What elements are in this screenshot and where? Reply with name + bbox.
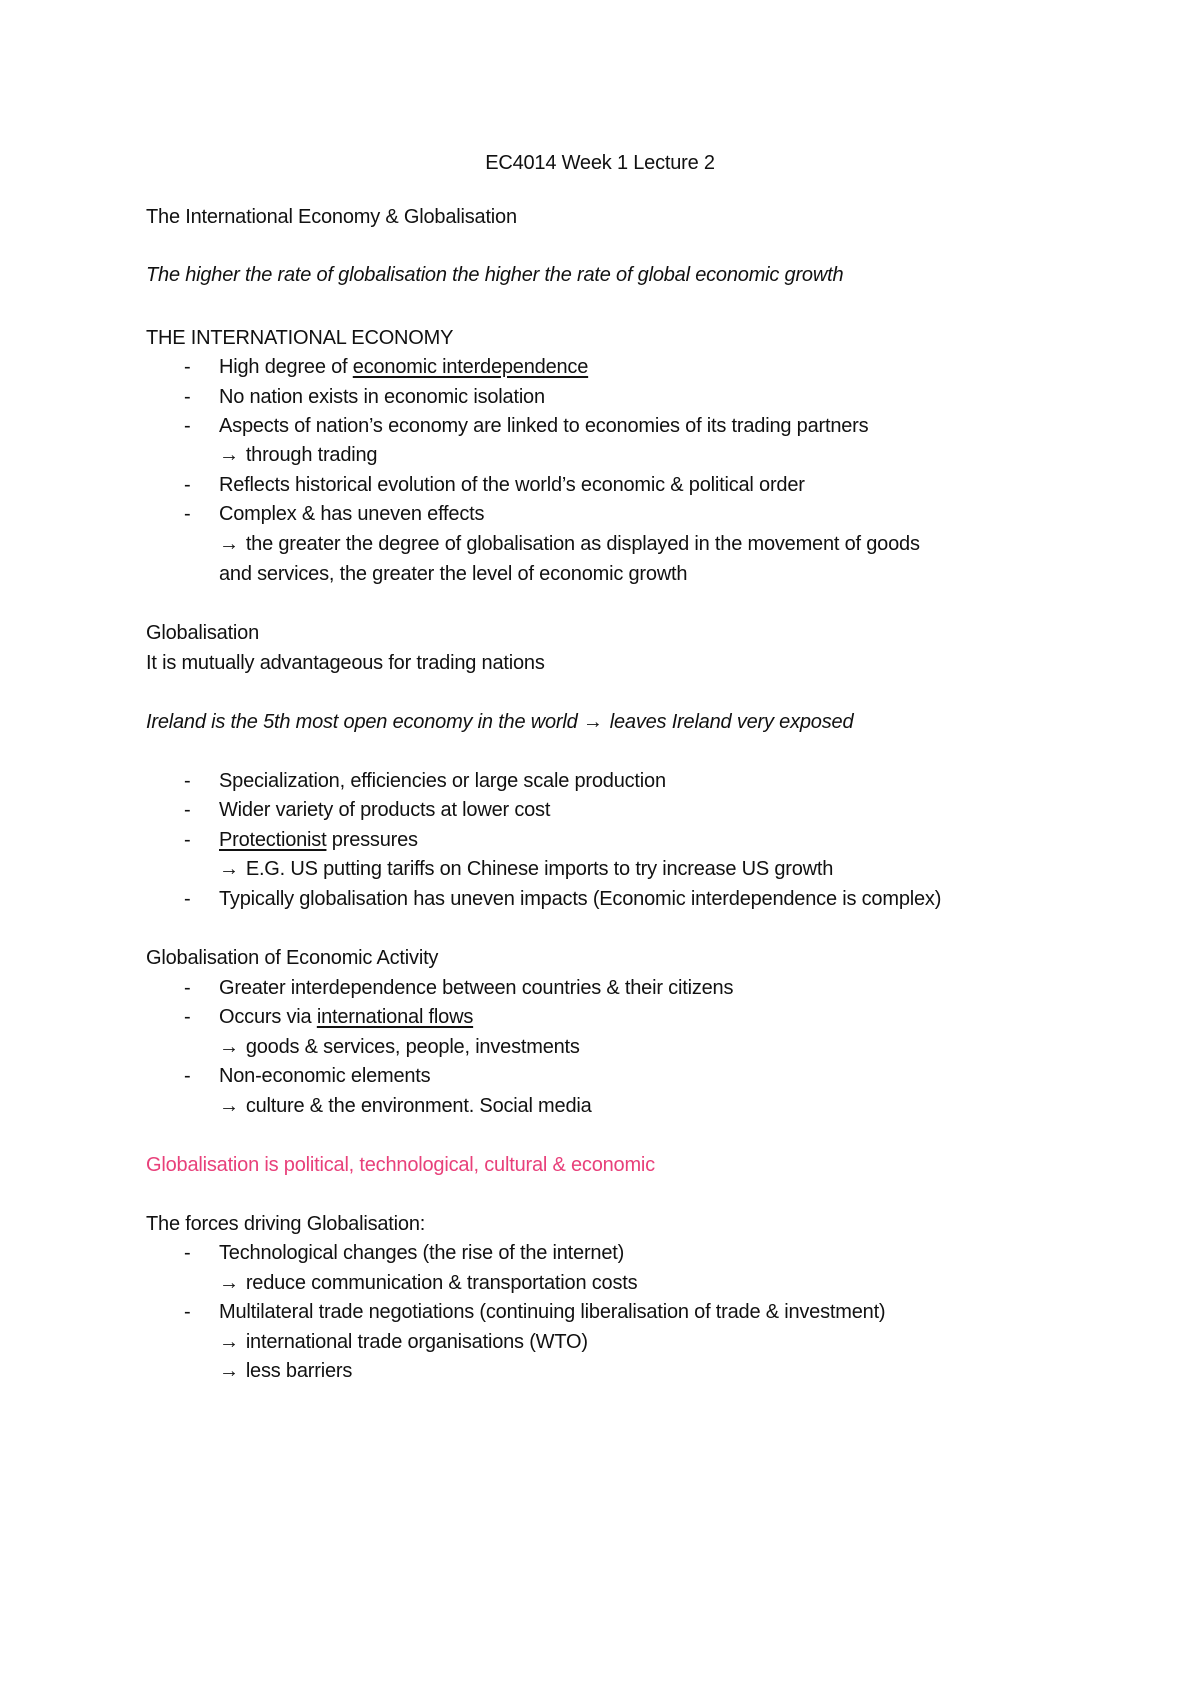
bullet-dash: - [184,474,191,496]
sub-point [219,1093,592,1119]
arrow-icon: → [219,1331,239,1353]
bullet-dash: - [184,503,191,525]
arrow-icon: → [219,1272,239,1294]
underlined-term: economic interdependence [352,356,589,378]
bullet-text: Complex & has uneven effects [219,503,485,525]
bullet-dash: - [184,1301,191,1323]
bullet-text: Occurs via [219,1006,317,1028]
document-subtitle: The International Economy & Globalisation [146,206,517,228]
arrow-icon: → [219,533,239,555]
arrow-icon: → [219,1360,239,1382]
bullet-text: Non-economic elements [219,1065,431,1087]
bullet-text: No nation exists in economic isolation [219,386,545,408]
sub-point-text: goods & services, people, investments [245,1036,580,1058]
sub-point-text: international trade organisations (WTO) [245,1331,588,1353]
sub-point-text: less barriers [245,1360,353,1382]
sub-point-text: the greater the degree of globalisation as displayed in the movement of goods [245,533,920,555]
bullet-text: Specialization, efficiencies or large scale production [219,770,666,792]
bullet-dash: - [184,1242,191,1264]
bullet-dash: - [184,799,191,821]
bullet-text: Technological changes (the rise of the internet) [219,1242,625,1264]
bullet-dash: - [184,770,191,792]
section-heading-forces: The forces driving Globalisation: [146,1213,426,1235]
bullet-dash: - [184,356,191,378]
sub-point-text: culture & the environment. Social media [245,1095,592,1117]
arrow-icon: → [582,711,603,733]
arrow-icon: → [219,1036,239,1058]
bullet-text: Typically globalisation has uneven impacts (Economic interdependence is complex) [219,888,942,910]
sub-point [219,1358,352,1384]
bullet-text: Aspects of nation’s economy are linked to economies of its trading partners [219,415,869,437]
underlined-term: Protectionist [219,829,327,851]
bullet-text: High degree of [219,356,353,378]
sub-point [219,1329,588,1355]
arrow-icon: → [219,858,239,880]
bullet-text: Reflects historical evolution of the world’s economic & political order [219,474,805,496]
bullet-dash: - [184,1006,191,1028]
paragraph: It is mutually advantageous for trading nations [146,652,545,674]
bullet-text: Wider variety of products at lower cost [219,799,551,821]
thesis-statement: The higher the rate of globalisation the higher the rate of global economic growth [146,264,844,286]
sub-point-text: through trading [245,444,378,466]
sub-point [219,1270,637,1296]
section-heading-economic-activity: Globalisation of Economic Activity [146,947,439,969]
bullet-text: pressures [326,829,418,851]
sub-point [219,1034,580,1060]
bullet-dash: - [184,1065,191,1087]
sub-point [219,531,920,557]
bullet-text: Multilateral trade negotiations (continuing liberalisation of trade & investment) [219,1301,886,1323]
sub-point-text: E.G. US putting tariffs on Chinese imports to try increase US growth [245,858,834,880]
section-heading-globalisation: Globalisation [146,622,260,644]
bullet-dash: - [184,415,191,437]
ireland-statement [146,709,853,735]
highlight-statement: Globalisation is political, technological, cultural & economic [146,1154,655,1176]
statement-text: Ireland is the 5th most open economy in the world [146,711,583,733]
bullet-dash: - [184,888,191,910]
bullet-dash: - [184,829,191,851]
underlined-term: international flows [316,1006,474,1028]
sub-point-text: reduce communication & transportation costs [245,1272,638,1294]
arrow-icon: → [219,444,239,466]
bullet-text: Greater interdependence between countries & their citizens [219,977,734,999]
sub-point [219,856,833,882]
document-title: EC4014 Week 1 Lecture 2 [485,152,715,174]
bullet-dash: - [184,977,191,999]
section-heading-international-economy: THE INTERNATIONAL ECONOMY [146,327,454,349]
statement-text: leaves Ireland very exposed [609,711,854,733]
sub-point [219,442,377,468]
arrow-icon: → [219,1095,239,1117]
sub-point-continuation: and services, the greater the level of economic growth [219,563,688,585]
bullet-dash: - [184,386,191,408]
